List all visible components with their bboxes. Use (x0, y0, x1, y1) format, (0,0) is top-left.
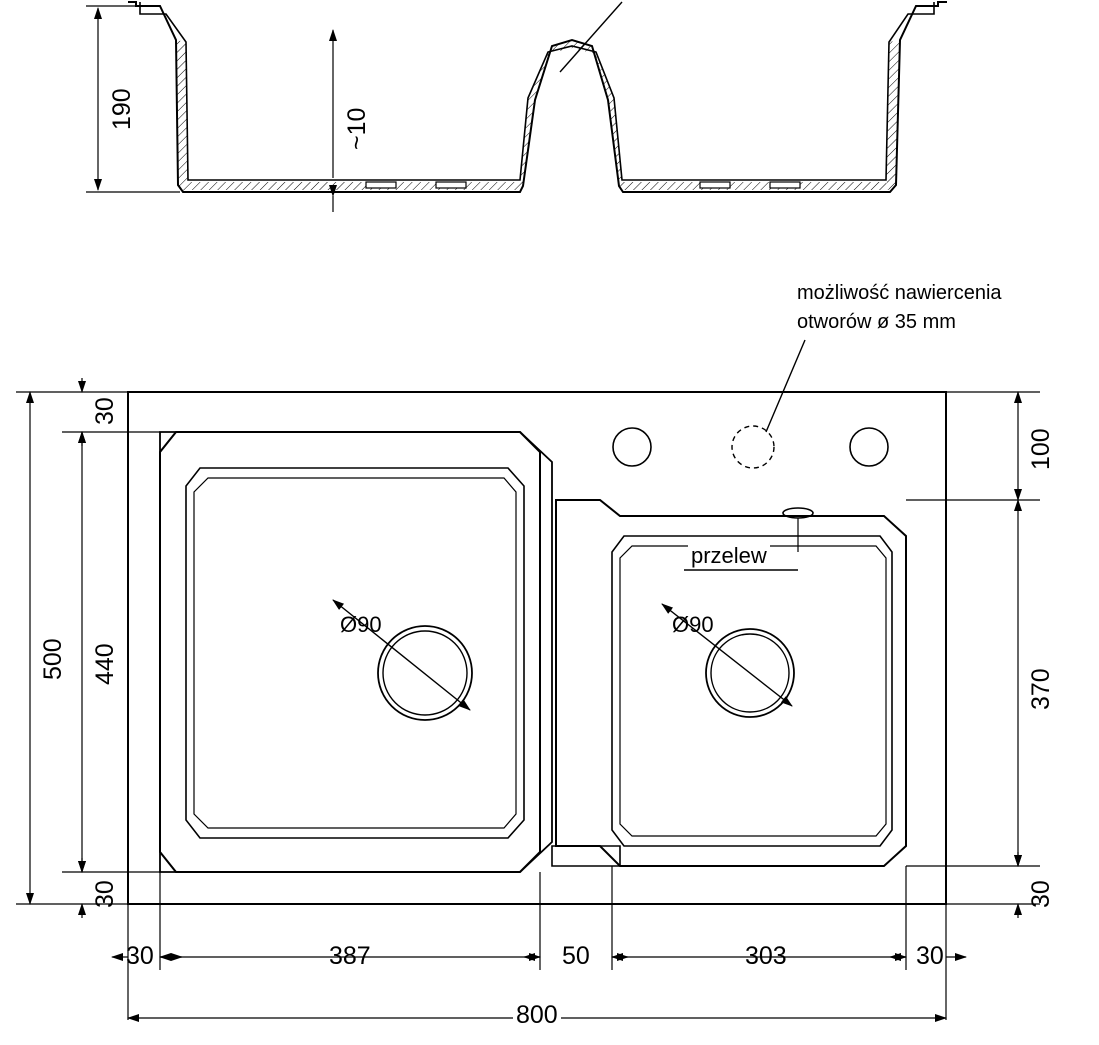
overflow-label: przelew (688, 545, 770, 567)
dim-bottom-group (112, 866, 966, 1020)
label-right-top-offset-100: 100 (1027, 428, 1055, 470)
drill-note-leader (732, 340, 805, 468)
label-right-bottom-offset-30: 30 (1027, 880, 1055, 908)
label-bottom-50: 50 (562, 942, 590, 970)
drill-note-line1: możliwość nawiercenia (797, 282, 1002, 304)
label-bottom-387: 387 (329, 942, 371, 970)
label-thickness-10: ~10 (343, 107, 371, 150)
section-view (128, 2, 947, 192)
dim-left-group (16, 378, 160, 918)
label-bottom-303: 303 (745, 942, 787, 970)
plan-view (128, 392, 946, 904)
label-overall-height-500: 500 (39, 638, 67, 680)
label-depth-190: 190 (108, 88, 136, 130)
label-left-margin-top-30: 30 (91, 397, 119, 425)
label-bottom-30-left: 30 (126, 942, 154, 970)
drill-note-line2: otworów ø 35 mm (797, 311, 956, 333)
label-right-bowl-height-370: 370 (1027, 668, 1055, 710)
dim-right-group (906, 392, 1040, 918)
label-drain-right: Ø90 (672, 612, 714, 637)
label-overall-width-800: 800 (513, 1003, 561, 1028)
label-drain-left: Ø90 (340, 612, 382, 637)
label-bowl-height-440: 440 (91, 643, 119, 685)
label-left-margin-bottom-30: 30 (91, 880, 119, 908)
label-bottom-30-right: 30 (916, 942, 944, 970)
